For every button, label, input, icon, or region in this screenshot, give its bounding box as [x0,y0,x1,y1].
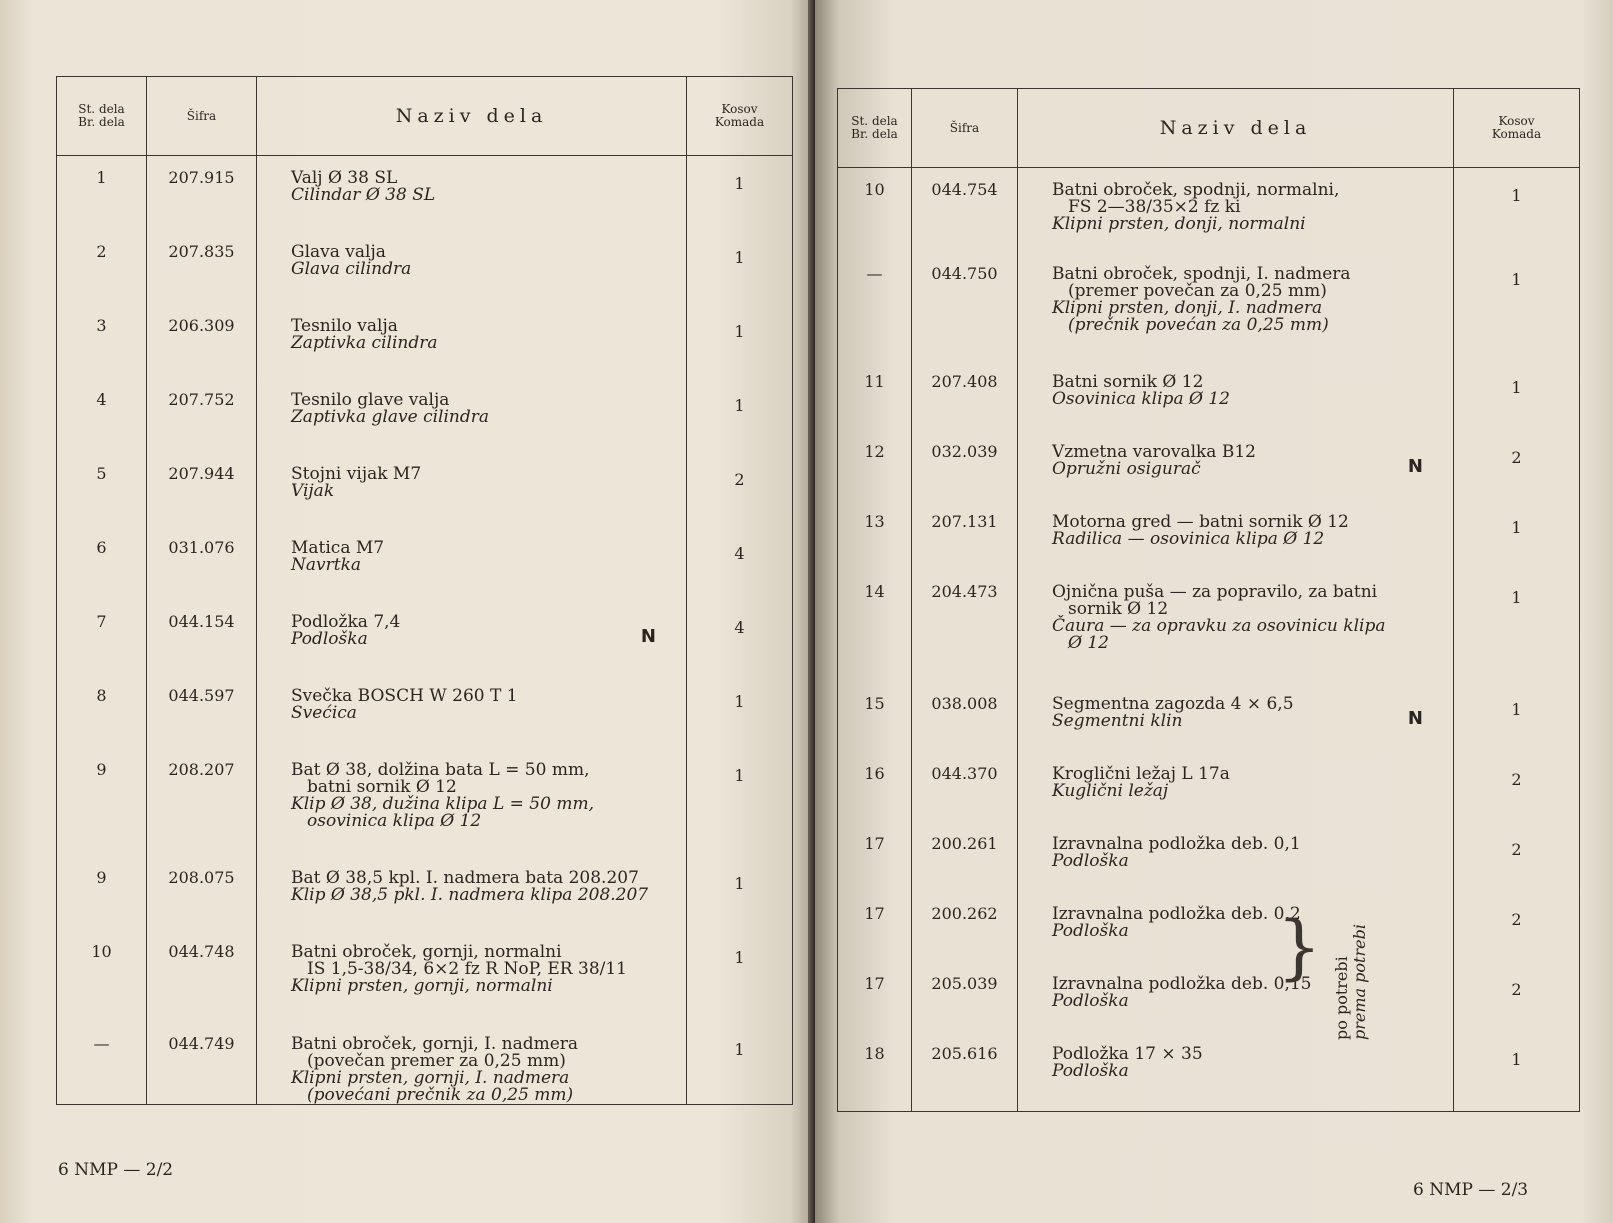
quantity: 1 [687,856,793,930]
part-number: 13 [838,500,912,570]
part-name-translation: Opružni osigurač [1052,458,1201,479]
part-number: 17 [838,962,912,1032]
part-name [1018,570,1454,682]
part-name-translation: Podloška [1052,920,1129,941]
part-name-line: Batni sornik Ø 12 [1052,371,1204,392]
part-number: 11 [838,360,912,430]
part-name [1018,168,1454,252]
part-name-translation: Navrtka [291,554,362,575]
table-row [57,930,793,1022]
quantity: 2 [1454,752,1580,822]
part-name-line: Podložka 7,4 [291,611,401,632]
part-name [257,378,687,452]
bracket-brace: } [1277,906,1322,988]
part-code: 038.008 [912,682,1018,752]
part-name-line: Matica M7 [291,537,385,558]
quantity: 2 [1454,430,1580,500]
part-code: 206.309 [147,304,257,378]
quantity: 1 [1454,1032,1580,1112]
quantity: 1 [1454,252,1580,360]
part-name [257,304,687,378]
table-row [838,500,1580,570]
part-name-translation: Klipni prsten, gornji, I. nadmera [291,1067,570,1088]
part-name [1018,360,1454,430]
part-name [1018,962,1454,1032]
parts-table-left [56,76,793,1105]
part-name [1018,682,1454,752]
part-name [257,748,687,856]
part-name-line: (premer povečan za 0,25 mm) [1068,280,1327,301]
part-name [257,230,687,304]
part-number: 15 [838,682,912,752]
part-name [257,526,687,600]
part-name [1018,430,1454,500]
part-name-translation: Glava cilindra [291,258,412,279]
part-code: 207.944 [147,452,257,526]
part-name-line: Batni obroček, gornji, normalni [291,941,562,962]
table-row [838,682,1580,752]
part-name-line: Stojni vijak M7 [291,463,422,484]
header-quantity: Kosov Komada [1454,89,1580,168]
part-number: 3 [57,304,147,378]
part-name [1018,892,1454,962]
part-code: 204.473 [912,570,1018,682]
part-name-translation: Segmentni klin [1052,710,1183,731]
part-number: 14 [838,570,912,682]
part-name-translation: Klipni prsten, donji, I. nadmera [1052,297,1323,318]
part-code: 208.075 [147,856,257,930]
part-number: 9 [57,856,147,930]
header-part-name: Naziv dela [1018,89,1454,168]
parts-table-right [837,88,1580,1112]
part-code: 044.748 [147,930,257,1022]
part-number: 2 [57,230,147,304]
table-row [838,1032,1580,1112]
header-part-number: St. dela Br. dela [57,77,147,156]
part-number: 7 [57,600,147,674]
part-name-translation: Svećica [291,702,357,723]
part-name [257,452,687,526]
part-code: 205.039 [912,962,1018,1032]
part-name [1018,500,1454,570]
header-quantity: Kosov Komada [687,77,793,156]
quantity: 1 [687,156,793,230]
part-name-line: Batni obroček, spodnji, I. nadmera [1052,263,1351,284]
quantity: 1 [1454,682,1580,752]
table-row [838,252,1580,360]
part-name-line: (povečan premer za 0,25 mm) [307,1050,566,1071]
part-code: 032.039 [912,430,1018,500]
part-number: 17 [838,822,912,892]
quantity: 4 [687,600,793,674]
quantity: 2 [687,452,793,526]
quantity: 1 [1454,570,1580,682]
part-name-translation: Radilica — osovinica klipa Ø 12 [1052,528,1325,549]
part-code: 207.835 [147,230,257,304]
part-number: 12 [838,430,912,500]
new-part-marker: N [1407,455,1423,477]
table-row [57,230,793,304]
part-name-line: Valj Ø 38 SL [291,168,398,188]
part-name-translation: (povećani prečnik za 0,25 mm) [307,1084,574,1105]
part-name [1018,252,1454,360]
part-name-line: Podložka 17 × 35 [1052,1043,1203,1064]
quantity: 1 [1454,168,1580,252]
part-name-line: Segmentna zagozda 4 × 6,5 [1052,693,1294,714]
part-code: 207.408 [912,360,1018,430]
part-name-line: Izravnalna podložka deb. 0,2 [1052,903,1301,924]
part-name-line: Tesnilo glave valja [291,389,450,410]
part-name [257,856,687,930]
part-name [257,600,687,674]
part-name-line: Tesnilo valja [291,315,398,336]
table-row [838,892,1580,962]
part-name-line: Bat Ø 38,5 kpl. I. nadmera bata 208.207 [291,867,639,888]
part-name-line: sornik Ø 12 [1068,598,1169,619]
table-row [838,168,1580,252]
table-row [57,156,793,230]
part-name-line: Glava valja [291,241,386,262]
header-part-name: Naziv dela [257,77,687,156]
part-name-translation: Podloška [291,628,368,649]
part-name-line: Batni obroček, gornji, I. nadmera [291,1033,579,1054]
part-name-translation: (prečnik povećan za 0,25 mm) [1068,314,1329,335]
part-name-line: IS 1,5-38/34, 6×2 fz R NoP, ER 38/11 [307,958,627,979]
part-name-line: FS 2—38/35×2 fz ki [1068,197,1241,217]
page-footer-right: 6 NMP — 2/3 [1413,1180,1529,1200]
side-note: po potrebi prema potrebi [1332,924,1369,1040]
part-number: 9 [57,748,147,856]
table-row [57,674,793,748]
header-code: Šifra [147,77,257,156]
part-name [257,930,687,1022]
part-number: 1 [57,156,147,230]
right-page [815,0,1613,1223]
part-number: 10 [838,168,912,252]
part-code: 207.131 [912,500,1018,570]
quantity: 2 [1454,892,1580,962]
part-name-translation: Cilindar Ø 38 SL [291,185,436,205]
part-number: 16 [838,752,912,822]
part-number: 4 [57,378,147,452]
part-name-translation: Podloška [1052,1060,1129,1081]
part-number: 10 [57,930,147,1022]
part-name-line: Kroglični ležaj L 17a [1052,763,1230,784]
part-name-line: Motorna gred — batni sornik Ø 12 [1052,511,1349,532]
part-name-translation: Klip Ø 38,5 pkl. I. nadmera klipa 208.207 [291,884,649,905]
table-row [57,452,793,526]
part-code: 208.207 [147,748,257,856]
part-code: 207.752 [147,378,257,452]
quantity: 1 [687,1022,793,1105]
quantity: 1 [687,230,793,304]
part-name-line: Izravnalna podložka deb. 0,1 [1052,833,1301,854]
part-number: 6 [57,526,147,600]
table-row [57,526,793,600]
part-name-translation: Klipni prsten, donji, normalni [1052,214,1306,234]
part-name-line: Bat Ø 38, dolžina bata L = 50 mm, [291,759,590,780]
table-row [57,304,793,378]
quantity: 1 [1454,360,1580,430]
part-name-translation: Osovinica klipa Ø 12 [1052,388,1230,409]
part-name-line: Ojnična puša — za popravilo, za batni [1052,581,1378,602]
part-name-translation: Vijak [291,480,335,501]
part-number: 18 [838,1032,912,1112]
part-name-translation: Ø 12 [1068,632,1109,653]
part-code: 031.076 [147,526,257,600]
part-name-line: batni sornik Ø 12 [307,776,457,797]
table-row [838,962,1580,1032]
table-header [57,77,793,156]
header-code: Šifra [912,89,1018,168]
table-row [838,430,1580,500]
table-row [57,748,793,856]
part-name [257,156,687,230]
part-name-line: Vzmetna varovalka B12 [1052,441,1256,462]
table-row [57,600,793,674]
part-name-line: Svečka BOSCH W 260 T 1 [291,685,518,706]
part-code: 205.616 [912,1032,1018,1112]
quantity: 1 [1454,500,1580,570]
table-row [838,822,1580,892]
new-part-marker: N [640,625,656,647]
part-name-line: Izravnalna podložka deb. 0,15 [1052,973,1312,994]
table-row [838,752,1580,822]
quantity: 4 [687,526,793,600]
part-name [257,674,687,748]
part-code: 200.261 [912,822,1018,892]
part-code: 044.754 [912,168,1018,252]
quantity: 1 [687,748,793,856]
part-name-translation: Čaura — za opravku za osovinicu klipa [1052,615,1386,636]
part-code: 044.370 [912,752,1018,822]
table-row [57,856,793,930]
part-name [1018,752,1454,822]
part-name [1018,822,1454,892]
part-name-translation: Podloška [1052,990,1129,1011]
part-number: — [838,252,912,360]
part-number: 5 [57,452,147,526]
page-footer-left: 6 NMP — 2/2 [58,1160,174,1180]
table-row [838,360,1580,430]
header-part-number: St. dela Br. dela [838,89,912,168]
part-name-translation: Podloška [1052,850,1129,871]
quantity: 2 [1454,962,1580,1032]
quantity: 1 [687,930,793,1022]
part-number: 17 [838,892,912,962]
part-code: 044.597 [147,674,257,748]
part-number: 8 [57,674,147,748]
part-name-translation: Kuglični ležaj [1052,780,1169,801]
new-part-marker: N [1407,707,1423,729]
part-number: — [57,1022,147,1105]
table-row [57,1022,793,1105]
table-row [57,378,793,452]
quantity: 1 [687,674,793,748]
part-code: 200.262 [912,892,1018,962]
part-name-translation: Zaptivka cilindra [291,332,438,353]
part-name [1018,1032,1454,1112]
part-name-translation: Zaptivka glave cilindra [291,406,489,427]
part-name-line: Batni obroček, spodnji, normalni, [1052,180,1340,200]
quantity: 1 [687,304,793,378]
part-code: 044.154 [147,600,257,674]
part-code: 207.915 [147,156,257,230]
part-name-translation: Klipni prsten, gornji, normalni [291,975,553,996]
quantity: 1 [687,378,793,452]
table-row [838,570,1580,682]
table-header [838,89,1580,168]
part-code: 044.750 [912,252,1018,360]
quantity: 2 [1454,822,1580,892]
part-name [257,1022,687,1105]
part-code: 044.749 [147,1022,257,1105]
part-name-translation: Klip Ø 38, dužina klipa L = 50 mm, [291,793,594,814]
part-name-translation: osovinica klipa Ø 12 [307,810,482,831]
